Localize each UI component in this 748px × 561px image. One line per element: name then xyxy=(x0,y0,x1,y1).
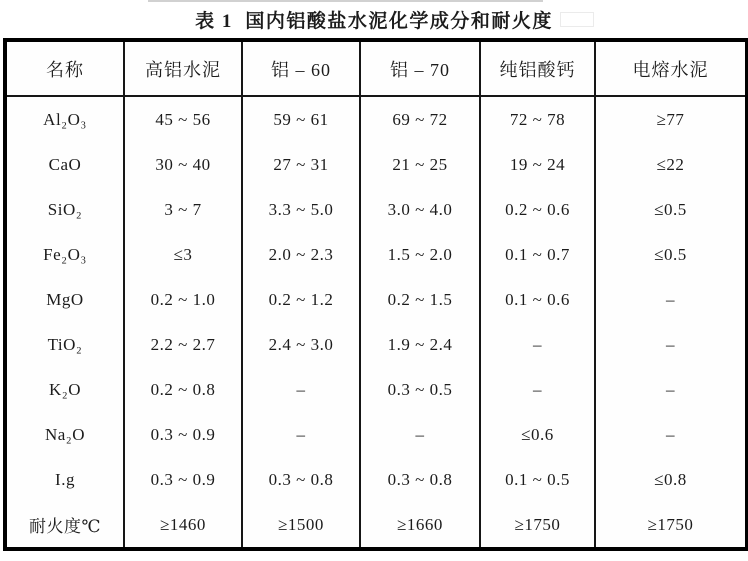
table-row xyxy=(5,502,747,549)
table-cell: 3.0 ~ 4.0 xyxy=(360,187,480,232)
table-cell: 72 ~ 78 xyxy=(480,96,595,142)
table-cell: 19 ~ 24 xyxy=(480,142,595,187)
table-row xyxy=(5,187,747,232)
table-cell: ≥77 xyxy=(595,96,747,142)
table-cell: 0.2 ~ 0.8 xyxy=(124,367,242,412)
table-cell: 0.3 ~ 0.8 xyxy=(360,457,480,502)
table-row xyxy=(5,322,747,367)
column-header-dianrong: 电熔水泥 xyxy=(595,40,747,96)
table-cell: 0.2 ~ 0.6 xyxy=(480,187,595,232)
table-cell: 59 ~ 61 xyxy=(242,96,360,142)
table-row xyxy=(5,367,747,412)
table-row xyxy=(5,412,747,457)
header-row xyxy=(5,40,747,96)
table-cell: 2.4 ~ 3.0 xyxy=(242,322,360,367)
table-cell: 1.9 ~ 2.4 xyxy=(360,322,480,367)
table-cell: ≤0.5 xyxy=(595,232,747,277)
table-cell: ≥1500 xyxy=(242,502,360,549)
table-cell: – xyxy=(595,367,747,412)
column-header-gaolv: 高铝水泥 xyxy=(124,40,242,96)
table-cell: ≥1660 xyxy=(360,502,480,549)
row-label: 耐火度℃ xyxy=(28,517,102,536)
table-cell: 0.3 ~ 0.9 xyxy=(124,412,242,457)
scan-artifact-line xyxy=(148,0,543,2)
row-label: CaO xyxy=(48,154,82,174)
row-label: TiO₂ xyxy=(47,334,83,354)
table-cell: – xyxy=(595,412,747,457)
table-cell: ≤0.6 xyxy=(480,412,595,457)
table-cell: 45 ~ 56 xyxy=(124,96,242,142)
table-cell: – xyxy=(595,322,747,367)
table-row xyxy=(5,277,747,322)
table-cell: 0.1 ~ 0.6 xyxy=(480,277,595,322)
row-label: Fe₂O₃ xyxy=(43,244,87,264)
table-cell: ≤0.5 xyxy=(595,187,747,232)
table-row xyxy=(5,96,747,142)
table-cell: 0.3 ~ 0.8 xyxy=(242,457,360,502)
row-label: SiO₂ xyxy=(47,199,83,219)
row-label: Na₂O xyxy=(44,424,86,444)
table-cell: 27 ~ 31 xyxy=(242,142,360,187)
column-header-lv70: 铝 – 70 xyxy=(360,40,480,96)
table-cell: 0.2 ~ 1.0 xyxy=(124,277,242,322)
table-cell: – xyxy=(480,322,595,367)
table-cell: – xyxy=(242,412,360,457)
table-cell: 2.0 ~ 2.3 xyxy=(242,232,360,277)
table-cell: ≥1750 xyxy=(595,502,747,549)
table-cell: ≤0.8 xyxy=(595,457,747,502)
table-cell: 0.2 ~ 1.5 xyxy=(360,277,480,322)
row-label: MgO xyxy=(46,289,84,309)
table-cell: ≤3 xyxy=(124,232,242,277)
table-cell: 0.2 ~ 1.2 xyxy=(242,277,360,322)
table-row xyxy=(5,142,747,187)
table-row xyxy=(5,457,747,502)
table-cell: – xyxy=(360,412,480,457)
table-cell: 69 ~ 72 xyxy=(360,96,480,142)
composition-table xyxy=(3,38,748,551)
table-cell: – xyxy=(595,277,747,322)
table-cell: 2.2 ~ 2.7 xyxy=(124,322,242,367)
column-header-name: 名称 xyxy=(5,40,124,96)
table-title: 表 1 国内铝酸盐水泥化学成分和耐火度 xyxy=(195,11,553,32)
row-label: I.g xyxy=(55,469,75,489)
table-cell: 0.3 ~ 0.9 xyxy=(124,457,242,502)
table-cell: ≥1460 xyxy=(124,502,242,549)
table-cell: 0.3 ~ 0.5 xyxy=(360,367,480,412)
table-cell: – xyxy=(242,367,360,412)
table-row xyxy=(5,232,747,277)
table-cell: 0.1 ~ 0.5 xyxy=(480,457,595,502)
row-label: Al₂O₃ xyxy=(43,109,87,129)
table-cell: ≥1750 xyxy=(480,502,595,549)
table-cell: 30 ~ 40 xyxy=(124,142,242,187)
row-label: K₂O xyxy=(49,379,81,399)
table-cell: 21 ~ 25 xyxy=(360,142,480,187)
table-cell: – xyxy=(480,367,595,412)
table-cell: 3.3 ~ 5.0 xyxy=(242,187,360,232)
table-cell: 3 ~ 7 xyxy=(124,187,242,232)
table-cell: 1.5 ~ 2.0 xyxy=(360,232,480,277)
table-cell: 0.1 ~ 0.7 xyxy=(480,232,595,277)
column-header-lv60: 铝 – 60 xyxy=(242,40,360,96)
column-header-chunlvsuangai: 纯铝酸钙 xyxy=(480,40,595,96)
table-cell: ≤22 xyxy=(595,142,747,187)
